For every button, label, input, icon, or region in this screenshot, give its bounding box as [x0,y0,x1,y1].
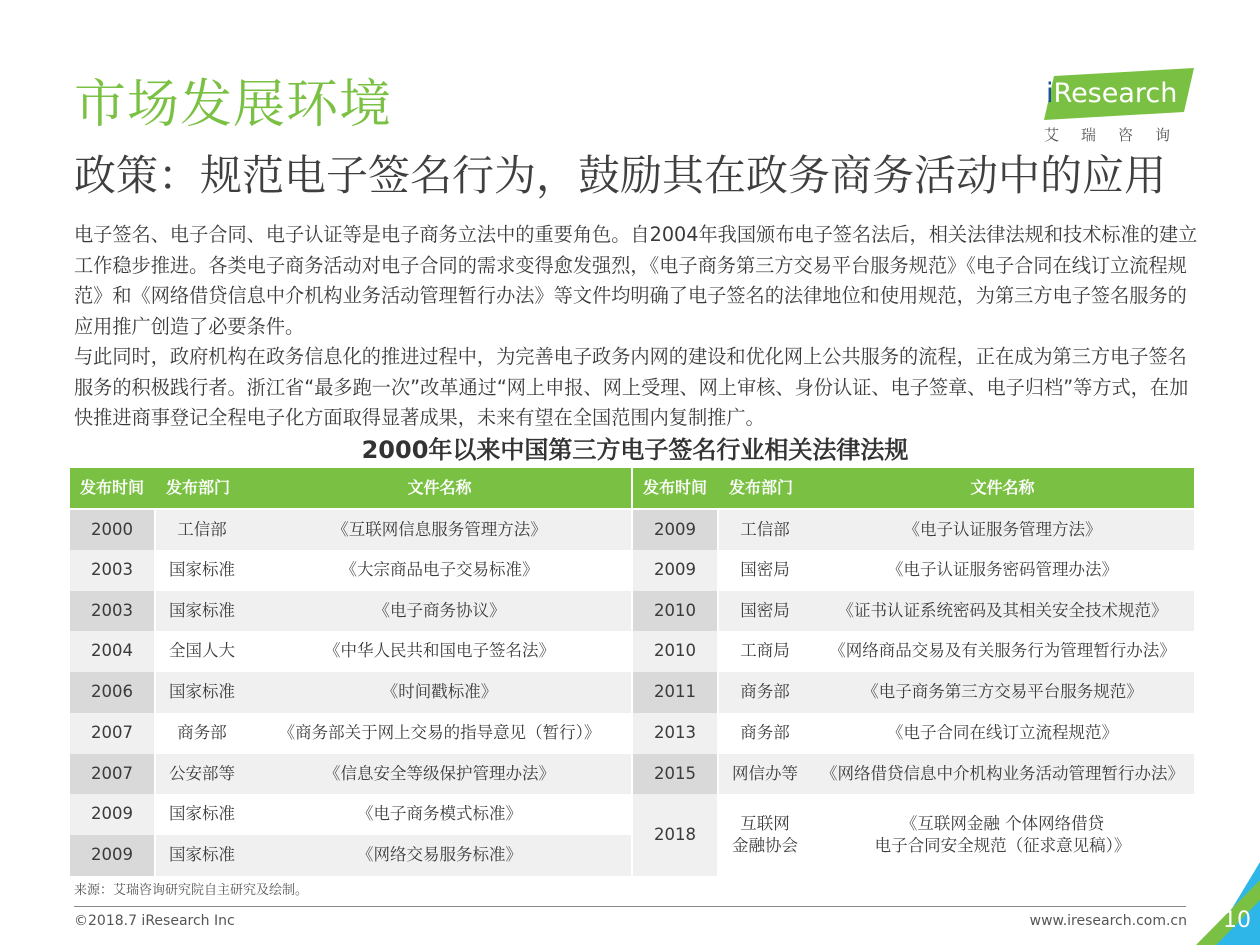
right-row-4-year: 2010 [633,631,717,672]
body-text [74,220,1198,434]
body-paragraph-2: 与此同时，政府机构在政务信息化的推进过程中，为完善电子政务内网的建设和优化网上公共服务的流程，正在成为第三方电子签名服务的积极践行者。浙江省“最多跑一次”改革通过“网上申报、网上受理、网上审核、身份认证、电子签章、电子归档”等方式，在加快推进商事登记全程电子化方面取得显著成果，未来有望在全国范围内复制推广。 [74,345,1189,429]
logo-brand-prefix: i [1046,78,1054,109]
left-row-2-doc: 《大宗商品电子交易标准》 [248,550,631,591]
left-row-1-year: 2000 [70,510,154,550]
right-row-8-dept-line2: 金融协会 [732,836,798,855]
right-row-8-doc-line1: 《互联网金融 个体网络借贷 [900,814,1105,833]
right-row-7-year: 2015 [633,754,717,794]
right-row-3-year: 2010 [633,591,717,631]
footer-divider [74,906,1186,907]
left-row-2-year: 2003 [70,550,154,591]
right-row-2-dept: 国密局 [719,550,811,591]
right-row-2-doc: 《电子认证服务密码管理办法》 [811,550,1194,591]
left-row-9-year: 2009 [70,835,154,876]
header-doc-left: 文件名称 [248,468,631,508]
left-row-7-year: 2007 [70,754,154,794]
left-row-6-year: 2007 [70,713,154,754]
right-row-7-dept: 网信办等 [719,754,811,794]
table-title: 2000年以来中国第三方电子签名行业相关法律法规 [361,436,909,464]
table-center-divider [631,468,633,876]
regulations-table [70,468,1194,876]
left-row-1-doc: 《互联网信息服务管理方法》 [248,510,631,550]
left-row-7-dept: 公安部等 [156,754,248,794]
left-row-1-dept: 工信部 [156,510,248,550]
left-row-2-dept: 国家标准 [156,550,248,591]
right-row-4-dept: 工商局 [719,631,811,672]
right-row-7-doc: 《网络借贷信息中介机构业务活动管理暂行办法》 [811,754,1194,794]
left-row-8-year: 2009 [70,794,154,835]
left-row-6-dept: 商务部 [156,713,248,754]
website-link[interactable]: www.iresearch.com.cn [1029,913,1187,929]
left-row-3-doc: 《电子商务协议》 [248,591,631,631]
right-row-5-doc: 《电子商务第三方交易平台服务规范》 [811,672,1194,713]
copyright-text: ©2018.7 iResearch Inc [74,913,235,929]
header-dept-left: 发布部门 [154,468,248,508]
logo-brand-rest: Research [1053,78,1178,109]
left-row-4-doc: 《中华人民共和国电子签名法》 [248,631,631,672]
right-row-1-year: 2009 [633,510,717,550]
left-row-8-doc: 《电子商务模式标准》 [248,794,631,835]
left-row-3-dept: 国家标准 [156,591,248,631]
right-row-8-doc-line2: 电子合同安全规范（征求意见稿）》 [874,836,1131,855]
left-row-9-dept: 国家标准 [156,835,248,876]
header-dept-right: 发布部门 [717,468,811,508]
right-row-6-dept: 商务部 [719,713,811,754]
right-row-4-doc: 《网络商品交易及有关服务行为管理暂行办法》 [811,631,1194,672]
left-row-5-dept: 国家标准 [156,672,248,713]
left-row-5-year: 2006 [70,672,154,713]
right-row-1-dept: 工信部 [719,510,811,550]
page-number: 10 [1223,908,1251,933]
left-row-3-year: 2003 [70,591,154,631]
right-row-8-dept [719,794,811,876]
header-year-left: 发布时间 [70,468,154,508]
source-note: 来源：艾瑞咨询研究院自主研究及绘制。 [74,883,309,898]
right-row-6-doc: 《电子合同在线订立流程规范》 [811,713,1194,754]
right-row-8-year: 2018 [633,794,717,876]
right-row-6-year: 2013 [633,713,717,754]
left-row-4-year: 2004 [70,631,154,672]
left-row-4-dept: 全国人大 [156,631,248,672]
logo-chinese-name: 艾瑞咨询 [1044,126,1193,144]
left-row-8-dept: 国家标准 [156,794,248,835]
header-doc-right: 文件名称 [811,468,1194,508]
right-row-5-dept: 商务部 [719,672,811,713]
right-row-1-doc: 《电子认证服务管理方法》 [811,510,1194,550]
body-paragraph-1: 电子签名、电子合同、电子认证等是电子商务立法中的重要角色。自2004年我国颁布电子签名法后，相关法律法规和技术标准的建立工作稳步推进。各类电子商务活动对电子合同的需求变得愈发强烈，《电子商务第三方交易平台服务规范》《电子合同在线订立流程规范》和《网络借贷信息中介机构业务活动管理暂行办法》等文件均明确了电子签名的法律地位和使用规范，为第三方电子签名服务的应用推广创造了必要条件。 [74,223,1198,338]
left-row-7-doc: 《信息安全等级保护管理办法》 [248,754,631,794]
right-row-8-doc [811,794,1194,876]
right-row-8-dept-line1: 互联网 [740,814,790,833]
right-row-3-doc: 《证书认证系统密码及其相关安全技术规范》 [811,591,1194,631]
right-row-3-dept: 国密局 [719,591,811,631]
header-year-right: 发布时间 [633,468,717,508]
right-row-2-year: 2009 [633,550,717,591]
logo-brand-text [1046,78,1177,109]
right-row-5-year: 2011 [633,672,717,713]
left-row-6-doc: 《商务部关于网上交易的指导意见（暂行）》 [248,713,631,754]
slide-heading: 政策：规范电子签名行为，鼓励其在政务商务活动中的应用 [74,151,1167,200]
iresearch-logo [1036,64,1206,144]
section-title: 市场发展环境 [74,75,393,135]
left-row-9-doc: 《网络交易服务标准》 [248,835,631,876]
left-row-5-doc: 《时间戳标准》 [248,672,631,713]
